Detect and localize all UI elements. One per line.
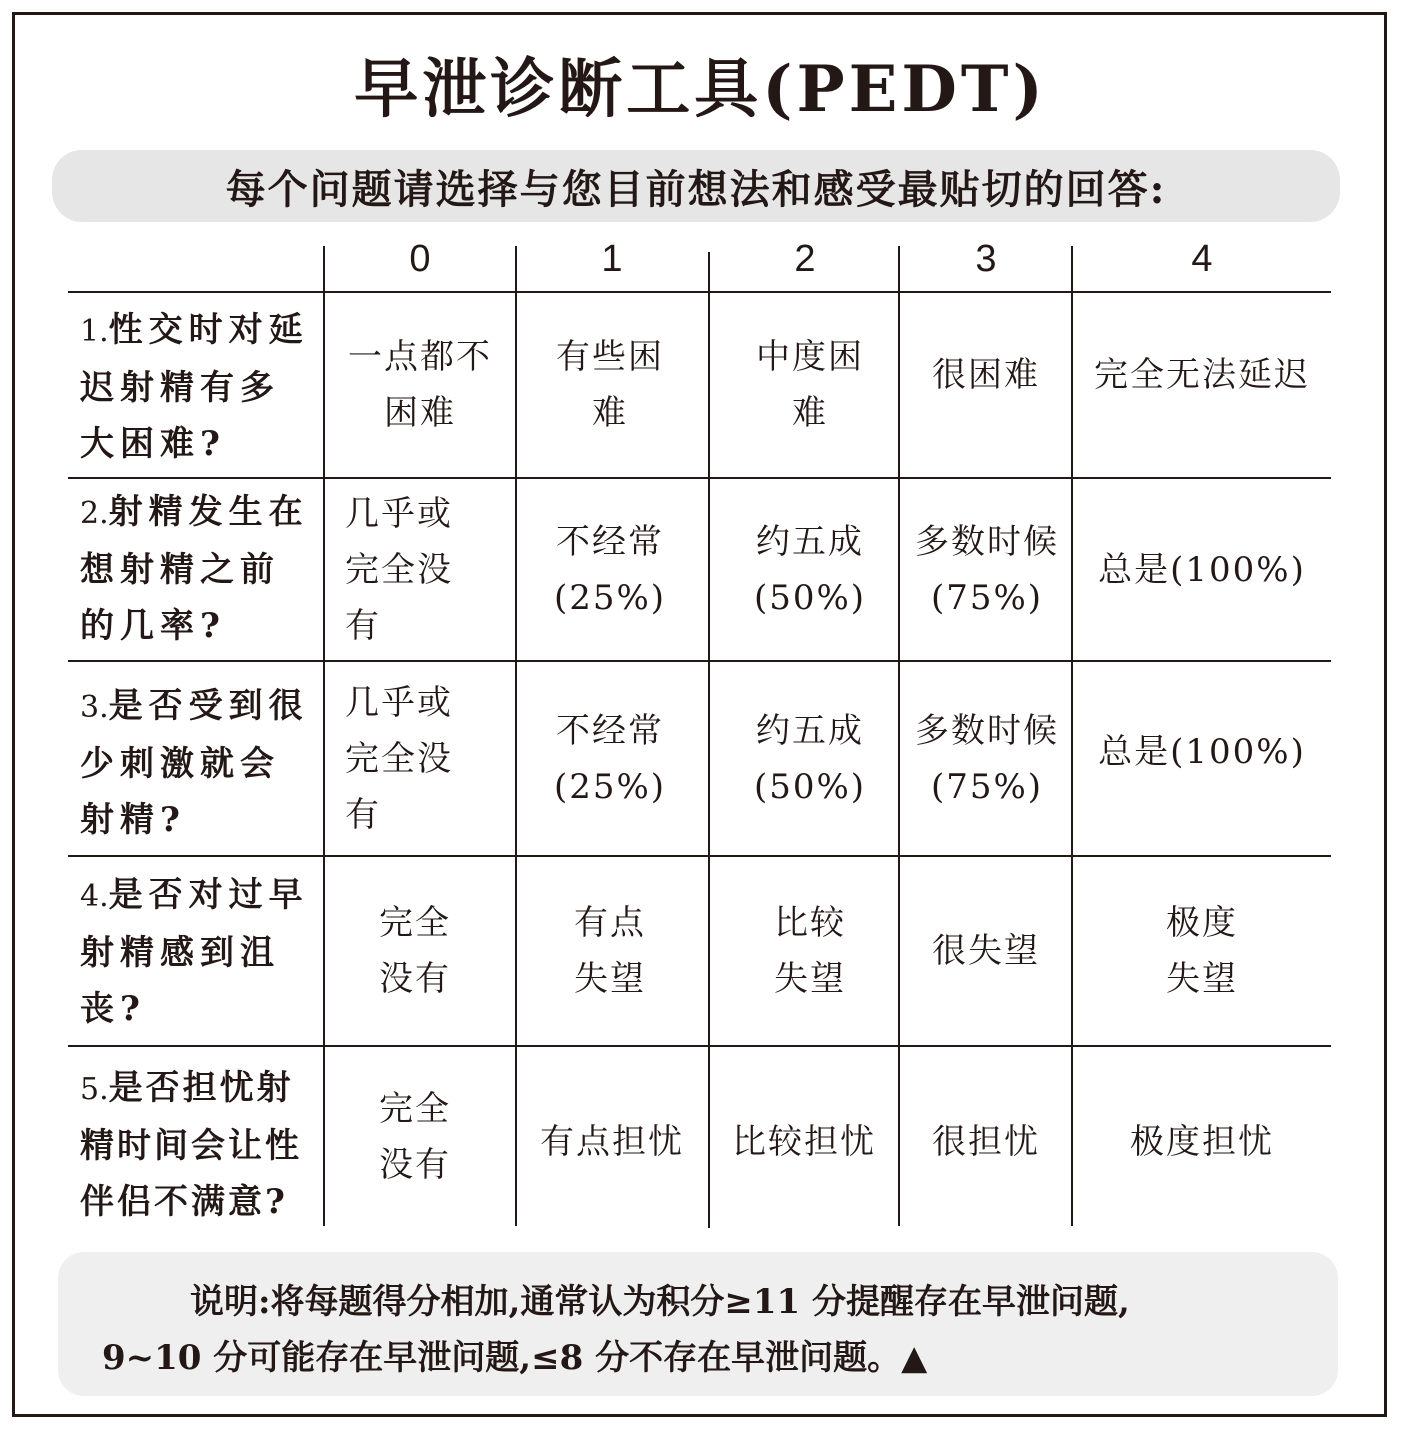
answer-cell: 比较担忧 (732, 1122, 876, 1162)
answer-cell: 极度担忧 (1130, 1122, 1274, 1162)
question-number: 3. (80, 690, 109, 725)
question-number: 2. (80, 496, 109, 531)
answer-cell: 不经常(25%) (553, 521, 667, 618)
question-label (80, 867, 315, 1037)
answer-cell: 一点都不困难 (348, 337, 492, 433)
question-label (80, 678, 315, 848)
answer-cell: 总是(100%) (1098, 549, 1306, 590)
answer-cell: 有些困难 (556, 337, 664, 433)
question-label (80, 302, 315, 472)
answer-cell: 极度失望 (1166, 903, 1238, 999)
question-text: 是否受到很少刺激就会射精? (80, 686, 309, 840)
score-header-cell: 1 (601, 238, 623, 280)
question-number: 4. (80, 879, 109, 914)
question-text: 性交时对延迟射精有多大困难? (80, 310, 309, 464)
answer-cell: 约五成(50%) (753, 521, 867, 618)
answer-cell: 比较失望 (774, 903, 846, 999)
answer-cell: 多数时候(75%) (915, 521, 1059, 618)
answer-cell: 有点失望 (574, 903, 646, 999)
question-label (80, 484, 315, 654)
answer-cell: 完全无法延迟 (1094, 355, 1310, 395)
answer-cell: 几乎或完全没有 (345, 682, 453, 835)
answer-cell: 很失望 (932, 931, 1040, 971)
instruction-banner (52, 150, 1340, 222)
answer-cell: 很困难 (932, 355, 1040, 395)
question-number: 1. (80, 314, 109, 349)
score-header-cell: 2 (794, 238, 816, 280)
page-title: 早泄诊断工具(PEDT) (354, 52, 1047, 127)
scoring-note (58, 1252, 1338, 1396)
answer-cell: 完全没有 (379, 1089, 451, 1185)
column-divider (323, 246, 325, 1226)
answer-cell: 约五成(50%) (753, 710, 867, 807)
answer-cell: 有点担忧 (540, 1122, 684, 1162)
note-line-1: 说明:将每题得分相加,通常认为积分≥11 分提醒存在早泄问题, (190, 1282, 1130, 1322)
score-header-cell: 4 (1191, 238, 1213, 280)
answer-cell: 不经常(25%) (553, 710, 667, 807)
answer-cell: 多数时候(75%) (915, 710, 1059, 807)
score-header-cell: 0 (409, 238, 431, 280)
question-number: 5. (80, 1072, 109, 1107)
question-text: 是否对过早射精感到沮丧? (80, 875, 309, 1029)
question-text: 是否担忧射精时间会让性伴侣不满意? (80, 1068, 302, 1222)
question-label (80, 1060, 320, 1230)
question-text: 射精发生在想射精之前的几率? (80, 492, 309, 646)
answer-cell: 几乎或完全没有 (345, 493, 453, 646)
instruction-text: 每个问题请选择与您目前想法和感受最贴切的回答: (225, 165, 1167, 213)
row-divider (68, 855, 1331, 857)
note-line-2: 9~10 分可能存在早泄问题,≤8 分不存在早泄问题。▲ (102, 1338, 928, 1378)
answer-cell: 中度困难 (756, 337, 864, 433)
answer-cell: 很担忧 (932, 1122, 1040, 1162)
score-header-cell: 3 (975, 238, 997, 280)
answer-cell: 总是(100%) (1098, 732, 1306, 772)
answer-cell: 完全没有 (379, 903, 451, 999)
